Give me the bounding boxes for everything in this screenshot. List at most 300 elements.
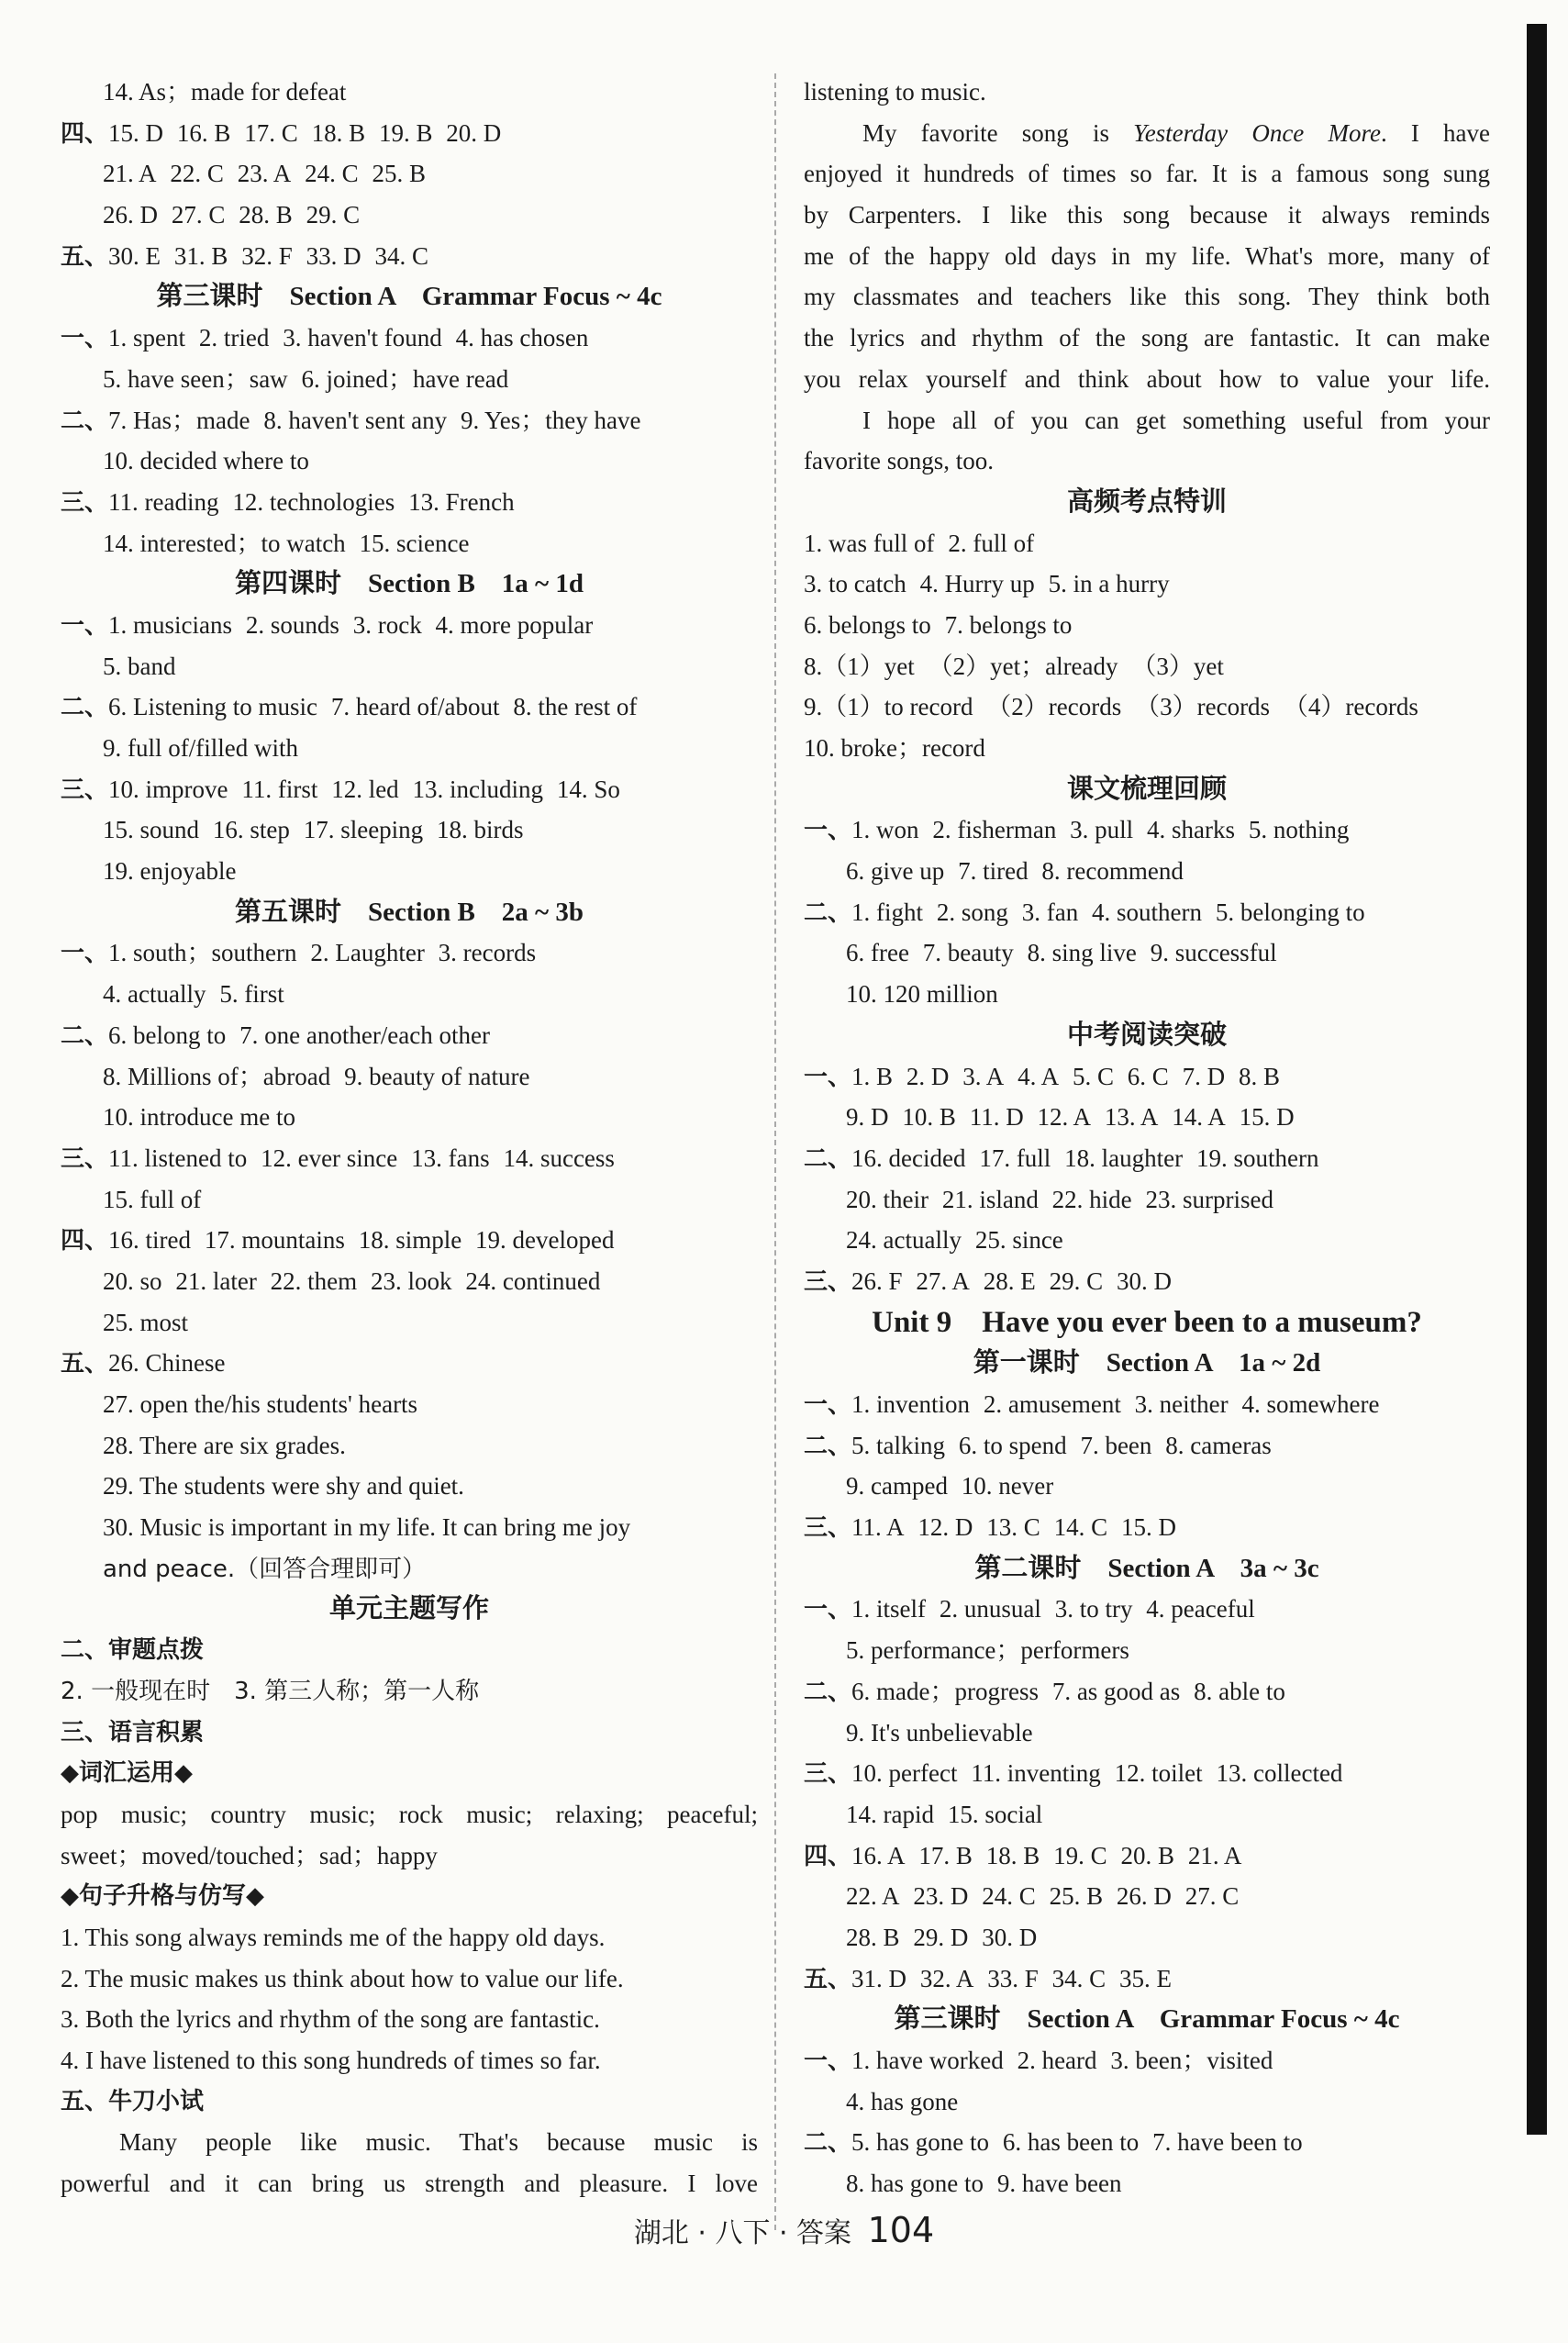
answer-line	[804, 2163, 1490, 2204]
answer-line	[61, 359, 758, 400]
answer-line	[804, 1466, 1490, 1507]
answer-item: 7. beauty	[922, 939, 1014, 967]
answer-item: 35. E	[1118, 1964, 1172, 1992]
answer-item: 11. inventing	[971, 1759, 1101, 1788]
answer-line	[61, 974, 758, 1015]
answer-item: 13. A	[1104, 1103, 1159, 1132]
answer-item: 3. neither	[1134, 1390, 1229, 1418]
answer-item: （2）records	[986, 693, 1122, 721]
footer-region: 湖北 · 八下 · 答案	[633, 2217, 852, 2249]
text-line: 4. I have listened to this song hundreds of times so far.	[61, 2047, 601, 2074]
section-heading: 第五课时 Section B 2a ~ 3b	[234, 897, 584, 927]
answer-item: 16. decided	[851, 1144, 966, 1172]
answer-item: 9. camped	[846, 1472, 948, 1501]
answer-item: 10. B	[902, 1103, 956, 1132]
answer-item: 9. full of/filled with	[103, 734, 298, 762]
answer-item: 20. their	[846, 1185, 929, 1213]
answer-item: 26. D	[103, 201, 158, 229]
answer-item: 5. talking	[851, 1431, 946, 1459]
answer-item: 15. full of	[103, 1185, 202, 1213]
answer-item: 29. C	[1049, 1266, 1104, 1295]
answer-item: 4. southern	[1092, 898, 1203, 926]
answer-line	[804, 1713, 1490, 1754]
answer-item: 22. them	[270, 1266, 358, 1295]
answer-item: 31. B	[173, 241, 228, 270]
answer-item: 15. social	[947, 1800, 1043, 1828]
question-group-label: 二、	[61, 694, 109, 722]
text-line: favorite songs, too.	[804, 447, 994, 475]
answer-item: 27. A	[916, 1266, 970, 1295]
essay-text: . I have	[1380, 118, 1490, 147]
answer-line	[804, 1753, 1490, 1794]
answer-item: 26. D	[1116, 1882, 1172, 1911]
answer-item: 16. tired	[108, 1226, 191, 1255]
answer-item: 11. A	[851, 1513, 905, 1542]
answer-item: 9. It's unbelievable	[846, 1718, 1033, 1746]
answer-item: 30. D	[1116, 1266, 1172, 1295]
answer-item: 5. C	[1072, 1062, 1114, 1090]
answer-item: 34. C	[1051, 1964, 1106, 1992]
answer-item: 9. have been	[996, 2170, 1122, 2198]
answer-item: 10. broke；record	[804, 734, 985, 762]
answer-item: 9. successful	[1150, 939, 1277, 967]
answer-line	[61, 1138, 758, 1179]
answer-item: 17. sleeping	[303, 816, 424, 844]
answer-item: 3. fan	[1021, 898, 1079, 926]
answer-item: 17. mountains	[204, 1226, 345, 1255]
answer-item: 1. fight	[851, 898, 924, 926]
answer-item: 1. itself	[851, 1595, 927, 1623]
answer-item: 8. the rest of	[513, 693, 638, 721]
answer-line	[804, 2081, 1490, 2123]
column-divider	[774, 73, 776, 2230]
question-group-label: 三、	[61, 488, 109, 517]
writing-subsection-title: ◆句子升格与仿写◆	[61, 1882, 264, 1911]
answer-item: 6. belongs to	[804, 610, 931, 639]
answer-item: 2. Laughter	[310, 939, 425, 967]
answer-item: 4. has gone	[846, 2087, 959, 2115]
question-group-label: 二、	[61, 407, 109, 435]
text-line: me of the happy old days in my life. What's more, many of	[804, 241, 1490, 270]
answer-item: 14. rapid	[846, 1800, 934, 1828]
answer-item: 20. so	[103, 1266, 162, 1295]
answer-item: 12. technologies	[232, 487, 395, 516]
section-heading: 单元主题写作	[328, 1594, 489, 1624]
answer-item: 29. D	[913, 1923, 969, 1951]
answer-item: 24. actually	[846, 1226, 962, 1255]
answer-item: 3. pull	[1070, 816, 1134, 844]
answer-item: 8. recommend	[1041, 857, 1184, 886]
text-line: my classmates and teachers like this song. They think both	[804, 283, 1490, 311]
answer-line	[804, 1384, 1490, 1425]
answer-line	[804, 1958, 1490, 2000]
answer-line	[61, 153, 758, 195]
answer-item: 7. been	[1080, 1431, 1152, 1459]
answer-line	[804, 1630, 1490, 1671]
answer-item: 1. spent	[108, 324, 186, 352]
answer-item: 10. introduce me to	[103, 1103, 295, 1132]
text-line: enjoyed it hundreds of times so far. It is a famous song sung	[804, 160, 1490, 188]
answer-item: 6. belong to	[108, 1021, 227, 1049]
answer-item: 7. heard of/about	[330, 693, 500, 721]
answer-item: 5. in a hurry	[1048, 570, 1170, 598]
essay-line	[804, 113, 1490, 154]
answer-item: 27. C	[1184, 1882, 1240, 1911]
answer-item: 2. song	[936, 898, 1008, 926]
question-group-label: 五、	[61, 242, 109, 271]
answer-item: 22. hide	[1051, 1185, 1132, 1213]
answer-line	[61, 523, 758, 564]
answer-item: 6. to spend	[958, 1431, 1067, 1459]
answer-item: 12. toilet	[1114, 1759, 1203, 1788]
answer-item: 8. able to	[1194, 1677, 1285, 1705]
answer-item: 25. most	[103, 1308, 189, 1336]
answer-item: 5. band	[103, 652, 176, 680]
answer-line	[804, 563, 1490, 605]
question-group-label: 五、	[61, 1350, 109, 1378]
answer-item: （3）records	[1135, 693, 1271, 721]
writing-subsection-title: 三、语言积累	[61, 1718, 205, 1746]
song-title: Yesterday Once More	[1133, 118, 1381, 147]
answer-item: 10. never	[961, 1472, 1054, 1501]
answer-item: 10. improve	[108, 775, 228, 803]
answer-line	[61, 236, 758, 277]
answer-item: 28. E	[983, 1266, 1036, 1295]
answer-item: 4. has chosen	[455, 324, 589, 352]
answer-item: 29. C	[306, 201, 361, 229]
text-line: pop music; country music; rock music; relaxing; peaceful;	[61, 1800, 758, 1828]
answer-item: 11. reading	[108, 487, 219, 516]
text-line: listening to music.	[804, 78, 986, 106]
section-heading: 第二课时 Section A 3a ~ 3c	[974, 1553, 1319, 1583]
answer-item: 13. C	[986, 1513, 1040, 1542]
answer-item: 18. birds	[437, 816, 524, 844]
answer-item: 25. since	[974, 1226, 1063, 1255]
answer-item: 24. C	[982, 1882, 1036, 1911]
answer-item: 19. C	[1053, 1841, 1107, 1869]
answer-item: 16. B	[176, 118, 231, 147]
answer-item: 10. 120 million	[846, 980, 998, 1009]
answer-item: 7. one another/each other	[239, 1021, 490, 1049]
answer-line	[61, 769, 758, 810]
answer-item: 13. French	[408, 487, 515, 516]
section-heading: 中考阅读突破	[1066, 1020, 1227, 1050]
answer-item: 5. has gone to	[851, 2128, 989, 2157]
answer-line	[804, 892, 1490, 933]
answer-item: 18. simple	[358, 1226, 462, 1255]
answer-item: 18. B	[311, 118, 366, 147]
question-group-label: 一、	[804, 1596, 852, 1624]
answer-item: 23. A	[237, 160, 292, 188]
answer-line	[804, 1097, 1490, 1138]
answer-item: 7. D	[1182, 1062, 1226, 1090]
answer-line	[804, 646, 1490, 687]
answer-line	[61, 482, 758, 523]
answer-line	[61, 1302, 758, 1344]
answer-line	[804, 809, 1490, 851]
question-group-label: 二、	[804, 1432, 852, 1460]
answer-item: 1. won	[851, 816, 919, 844]
answer-line	[61, 113, 758, 154]
answer-line	[61, 605, 758, 646]
answer-line	[61, 1425, 758, 1467]
answer-line	[61, 1179, 758, 1221]
answer-item: 9.（1）to record	[804, 693, 973, 721]
answer-line	[61, 1507, 758, 1548]
answer-item: 32. A	[919, 1964, 974, 1992]
answer-item: 4. Hurry up	[919, 570, 1035, 598]
answer-line	[61, 72, 758, 113]
answer-item: 21. island	[941, 1185, 1039, 1213]
answer-item: 26. F	[851, 1266, 903, 1295]
answer-item: 3. rock	[352, 610, 422, 639]
answer-line	[61, 1466, 758, 1507]
answer-item: 12. ever since	[261, 1144, 398, 1172]
answer-line	[804, 1425, 1490, 1467]
writing-subsection-title: ◆词汇运用◆	[61, 1759, 193, 1788]
answer-line	[804, 932, 1490, 974]
answer-item: 8. B	[1239, 1062, 1281, 1090]
answer-item: 4. actually	[103, 980, 206, 1009]
question-group-label: 一、	[804, 817, 852, 845]
answer-item: 4. more popular	[435, 610, 594, 639]
answer-item: 30. D	[982, 1923, 1038, 1951]
answer-item: 32. F	[241, 241, 293, 270]
text-line: Many people like music. That's because music is	[119, 2128, 758, 2157]
section-heading: 第三课时 Section A Grammar Focus ~ 4c	[156, 282, 662, 312]
answer-item: 24. continued	[465, 1266, 601, 1295]
answer-item: 18. laughter	[1064, 1144, 1184, 1172]
answer-item: 14. success	[503, 1144, 615, 1172]
answer-line	[61, 195, 758, 236]
answer-item: 1. was full of	[804, 529, 935, 557]
answer-line	[804, 2122, 1490, 2163]
text-line: by Carpenters. I like this song because it always reminds	[804, 201, 1490, 229]
answer-item: 11. listened to	[108, 1144, 248, 1172]
answer-line	[61, 1548, 758, 1590]
text-line: sweet；moved/touched；sad；happy	[61, 1841, 438, 1869]
answer-item: 27. open the/his students' hearts	[103, 1390, 418, 1418]
answer-item: 14. C	[1053, 1513, 1108, 1542]
question-group-label: 四、	[61, 1227, 109, 1255]
answer-line	[804, 1507, 1490, 1548]
page-edge-bar	[1527, 24, 1547, 2135]
question-group-label: 三、	[804, 1267, 852, 1296]
question-group-label: 二、	[804, 2129, 852, 2158]
answer-item: 33. D	[306, 241, 361, 270]
question-group-label: 五、	[804, 1965, 852, 1993]
answer-item: 5. nothing	[1248, 816, 1350, 844]
answer-line	[804, 1917, 1490, 1958]
answer-item: 23. D	[913, 1882, 969, 1911]
answer-item: 1. have worked	[851, 2047, 1004, 2074]
text-line: 2. The music makes us think about how to value our life.	[61, 1964, 624, 1992]
answer-item: 22. C	[170, 160, 224, 188]
answer-line	[61, 1261, 758, 1302]
answer-item: 20. B	[1120, 1841, 1174, 1869]
answer-item: 5. performance；performers	[846, 1636, 1129, 1665]
answer-item: 6. has been to	[1002, 2128, 1140, 2157]
section-heading: 第四课时 Section B 1a ~ 1d	[234, 569, 584, 599]
answer-item: 24. C	[305, 160, 359, 188]
question-group-label: 一、	[804, 2047, 852, 2075]
text-line: powerful and it can bring us strength and pleasure. I love	[61, 2170, 758, 2198]
answer-item: 2. amusement	[983, 1390, 1121, 1418]
answer-line	[61, 1015, 758, 1056]
answer-item: 15. D	[108, 118, 164, 147]
answer-item: 22. A	[846, 1882, 900, 1911]
answer-item: 17. full	[979, 1144, 1051, 1172]
answer-item: 8. haven't sent any	[263, 406, 448, 434]
answer-item: 5. first	[219, 980, 284, 1009]
page-footer	[0, 2210, 1568, 2250]
text-line: 1. This song always reminds me of the happy old days.	[61, 1923, 606, 1951]
answer-item: 1. B	[851, 1062, 894, 1090]
answer-line	[61, 728, 758, 769]
answer-item: 14. interested；to watch	[103, 529, 346, 557]
answer-line	[804, 686, 1490, 728]
answer-item: 15. D	[1120, 1513, 1176, 1542]
question-group-label: 二、	[804, 1144, 852, 1173]
answer-item: 9. beauty of nature	[344, 1062, 530, 1090]
answer-item: 13. collected	[1216, 1759, 1343, 1788]
answer-item: 6. free	[846, 939, 909, 967]
answer-item: 11. D	[969, 1103, 1024, 1132]
question-group-label: 一、	[804, 1391, 852, 1419]
answer-line	[804, 1179, 1490, 1221]
answer-item: 7. Has；made	[108, 406, 250, 434]
answer-item: 2. heard	[1017, 2047, 1097, 2074]
answer-line	[804, 1220, 1490, 1261]
question-group-label: 三、	[61, 775, 109, 804]
text-line: I hope all of you can get something useful from your	[862, 406, 1490, 434]
answer-item: 30. E	[108, 241, 161, 270]
answer-item: 9. D	[846, 1103, 889, 1132]
answer-item: 14. A	[1172, 1103, 1226, 1132]
answer-line	[61, 1384, 758, 1425]
question-group-label: 二、	[804, 1678, 852, 1706]
answer-item: 13. including	[412, 775, 544, 803]
answer-line	[61, 1220, 758, 1261]
question-group-label: 三、	[804, 1514, 852, 1543]
answer-item: 6. C	[1127, 1062, 1169, 1090]
answer-line	[804, 1876, 1490, 1917]
answer-item: 5. belonging to	[1215, 898, 1365, 926]
answer-item: 7. belongs to	[944, 610, 1073, 639]
answer-item: 13. fans	[411, 1144, 490, 1172]
answer-item: 3. A	[962, 1062, 1005, 1090]
answer-item: 8. Millions of；abroad	[103, 1062, 331, 1090]
answer-item: 19. enjoyable	[103, 857, 237, 886]
answer-item: 16. step	[212, 816, 290, 844]
answer-item: 21. A	[1187, 1841, 1242, 1869]
page-number: 104	[867, 2210, 935, 2250]
section-heading: 高频考点特训	[1066, 486, 1227, 517]
answer-line	[804, 1671, 1490, 1713]
answer-item: 15. science	[359, 529, 470, 557]
answer-item: 17. C	[244, 118, 298, 147]
question-group-label: 一、	[804, 1063, 852, 1091]
answer-item: （3）yet	[1131, 652, 1224, 680]
answer-line	[804, 605, 1490, 646]
answer-item: 10. perfect	[851, 1759, 958, 1788]
answer-item: 3. records	[438, 939, 537, 967]
answer-line	[804, 1138, 1490, 1179]
question-group-label: 一、	[61, 940, 109, 968]
answer-item: 6. give up	[846, 857, 945, 886]
text-line: you relax yourself and think about how to value your life.	[804, 364, 1490, 393]
answer-line	[61, 441, 758, 482]
answer-item: 2. tried	[198, 324, 270, 352]
question-group-label: 一、	[61, 325, 109, 353]
answer-item: 3. been；visited	[1110, 2047, 1273, 2074]
answer-line	[804, 1056, 1490, 1098]
answer-line	[61, 686, 758, 728]
answer-item: （4）records	[1283, 693, 1418, 721]
answer-item: 20. D	[446, 118, 502, 147]
question-group-label: 四、	[804, 1842, 852, 1870]
answer-item: 3. to try	[1054, 1595, 1133, 1623]
answer-item: 8. sing live	[1027, 939, 1137, 967]
answer-line	[804, 974, 1490, 1015]
answer-item: 5. have seen；saw	[103, 364, 288, 393]
answer-item: 29. The students were shy and quiet.	[103, 1472, 464, 1501]
answer-item: 19. developed	[475, 1226, 615, 1255]
answer-line	[804, 1835, 1490, 1877]
answer-line	[804, 523, 1490, 564]
answer-item: 12. led	[331, 775, 399, 803]
essay-text: My favorite song is	[862, 118, 1134, 147]
answer-item: 28. B	[239, 201, 293, 229]
answer-item: 7. tired	[958, 857, 1029, 886]
answer-item: 15. sound	[103, 816, 200, 844]
answer-item: 21. later	[175, 1266, 257, 1295]
answer-line	[61, 1343, 758, 1384]
answer-item: 31. D	[851, 1964, 907, 1992]
section-heading: 第三课时 Section A Grammar Focus ~ 4c	[894, 2004, 1400, 2035]
answer-item: 11. first	[241, 775, 318, 803]
answer-item: 3. haven't found	[283, 324, 442, 352]
answer-item: 34. C	[374, 241, 428, 270]
answer-line	[804, 1794, 1490, 1835]
section-heading: 第一课时 Section A 1a ~ 2d	[973, 1348, 1321, 1378]
answer-item: 2. full of	[948, 529, 1035, 557]
answer-item: 25. B	[1049, 1882, 1104, 1911]
answer-item: 15. D	[1239, 1103, 1295, 1132]
answer-line	[804, 1589, 1490, 1630]
answer-item: 1. musicians	[108, 610, 233, 639]
unit-title: Unit 9 Have you ever been to a museum?	[872, 1305, 1422, 1339]
answer-line	[61, 1097, 758, 1138]
answer-item: 10. decided where to	[103, 447, 309, 475]
answer-item: 1. south；southern	[108, 939, 297, 967]
answer-item: 3. to catch	[804, 570, 906, 598]
text-line: 3. Both the lyrics and rhythm of the song are fantastic.	[61, 2005, 600, 2034]
answer-item: 18. B	[985, 1841, 1040, 1869]
answer-item: 7. have been to	[1152, 2128, 1303, 2157]
answer-item: 6. made；progress	[851, 1677, 1039, 1705]
answer-line	[804, 2040, 1490, 2081]
answer-item: 9. Yes；they have	[460, 406, 641, 434]
answer-item: and peace.（回答合理即可）	[103, 1555, 427, 1583]
answer-item: 2. fisherman	[932, 816, 1057, 844]
answer-line	[61, 646, 758, 687]
answer-item: 8. cameras	[1165, 1431, 1272, 1459]
answer-item: 17. B	[918, 1841, 973, 1869]
writing-subsection-title: 二、审题点拨	[61, 1636, 205, 1665]
answer-item: 33. F	[987, 1964, 1039, 1992]
answer-item: 26. Chinese	[108, 1349, 226, 1378]
